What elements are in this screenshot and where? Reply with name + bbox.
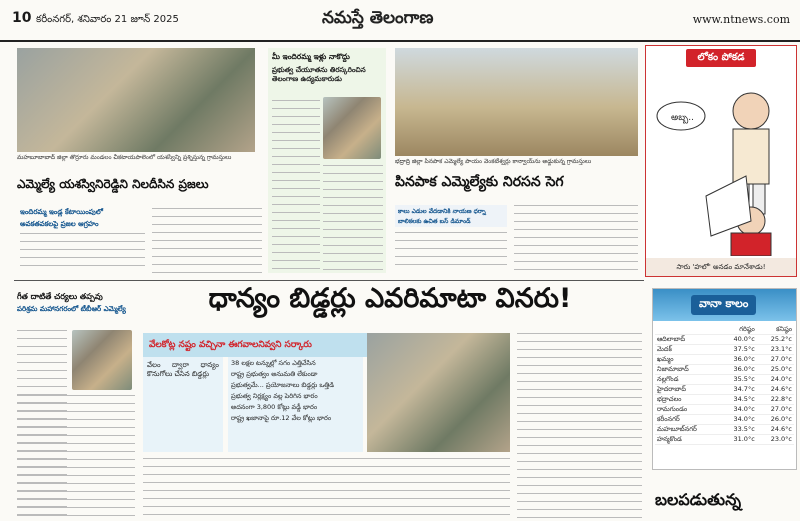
- weather-max: 33.5°c: [720, 425, 757, 435]
- weather-banner: [653, 289, 796, 321]
- lead-photo: [367, 333, 510, 452]
- weather-min: 27.0°c: [757, 405, 794, 415]
- weather-max: 37.5°c: [720, 345, 757, 355]
- bottom-right-headline[interactable]: బలపడుతున్న: [655, 490, 742, 509]
- weather-row: [655, 365, 794, 375]
- lead-list-item: అదనంగా 3,800 కోట్లు వడ్డీ భారం: [231, 403, 318, 411]
- story1-photo: [17, 48, 255, 152]
- weather-row: [655, 335, 794, 345]
- story1-body: [20, 233, 145, 273]
- lead-list-item: రాష్ట్ర ఖజానాపై రూ.12 వేల కోట్లు భారం: [231, 414, 332, 422]
- side-bullet: పరిశ్రమ మహానగరంలో టీబీఆర్ ఎమ్మెల్యే: [17, 305, 126, 313]
- cartoon-illustration: [651, 71, 791, 256]
- weather-header-row: [655, 325, 794, 335]
- weather-city: మెదక్: [655, 345, 720, 355]
- weather-max: 34.0°c: [720, 405, 757, 415]
- story1-bullet-1: ఇందిరమ్మ ఇండ్ల కేటాయింపులో: [20, 208, 103, 216]
- weather-city: నల్లగొండ: [655, 375, 720, 385]
- story3-body-2: [514, 205, 638, 273]
- weather-col-city: [655, 325, 720, 335]
- weather-table: [655, 325, 794, 445]
- weather-min: 23.1°c: [757, 345, 794, 355]
- story2-title[interactable]: మీ ఇందిరమ్మ ఇళ్లు నాకొద్దు: [272, 52, 350, 61]
- weather-max: 36.0°c: [720, 355, 757, 365]
- story3-body: [395, 232, 507, 272]
- story2-portrait: [323, 97, 381, 159]
- weather-min: 24.6°c: [757, 385, 794, 395]
- weather-row: [655, 405, 794, 415]
- page-number: 10: [12, 10, 32, 26]
- cartoon-box: [645, 45, 797, 277]
- weather-min: 26.0°c: [757, 415, 794, 425]
- weather-row: [655, 425, 794, 435]
- weather-min: 24.6°c: [757, 425, 794, 435]
- page-header: [0, 0, 800, 42]
- weather-min: 24.0°c: [757, 375, 794, 385]
- weather-row: [655, 435, 794, 445]
- story1-bullet-2: అవకతవకలపై ప్రజల ఆగ్రహం: [20, 220, 99, 228]
- story3-headline[interactable]: పినపాక ఎమ్మెల్యేకు నిరసన సెగ: [395, 174, 564, 190]
- cartoon-caption: సారు 'హలో' అనడం మానేశాడు!: [646, 258, 796, 276]
- weather-city: మహబూబ్‌నగర్: [655, 425, 720, 435]
- lead-list-item: ప్రభుత్వమే... ప్రయోజనాలు బిడ్డర్లు ఒత్తిడి: [231, 381, 335, 389]
- story1-body-2: [152, 208, 262, 273]
- weather-max: 34.7°c: [720, 385, 757, 395]
- weather-title: వానా కాలం: [691, 295, 756, 315]
- weather-city: ఖమ్మం: [655, 355, 720, 365]
- story3-bullet-2: బాలికలకు ఉచిత బస్ డిమాండ్: [398, 218, 471, 225]
- lead-body: [143, 458, 510, 520]
- weather-city: హన్మకొండ: [655, 435, 720, 445]
- cartoon-title: లోకం పోకడ: [686, 49, 756, 67]
- story2-body-2: [323, 165, 383, 270]
- side-headline[interactable]: గీత దాటితే చర్యలు తప్పవు: [17, 292, 103, 301]
- lead-body-right: [517, 333, 642, 520]
- weather-max: 40.0°c: [720, 335, 757, 345]
- weather-max: 34.5°c: [720, 395, 757, 405]
- lead-subhead: వేలకోట్ల నష్టం వచ్చినా ఈగవాలనివ్వని సర్కారు: [143, 333, 369, 357]
- weather-min: 25.2°c: [757, 335, 794, 345]
- svg-text:అబ్బ..: అబ్బ..: [671, 113, 695, 123]
- weather-col-min: కనిష్ఠం: [757, 325, 794, 335]
- weather-max: 35.5°c: [720, 375, 757, 385]
- story3-caption: భద్రాద్రి జిల్లా పినపాక ఎమ్మెల్యే పాయం వెంకటేశ్వర్లు కాన్వాయ్‌ను అడ్డుకున్న గ్రామస్తులు: [395, 158, 592, 165]
- lead-box-left-text: వేలం ద్వారా ధాన్యం కొనుగోలు చేసిన బిడ్డర్లు: [147, 361, 219, 378]
- weather-city: ఆదిలాబాద్: [655, 335, 720, 345]
- weather-row: [655, 385, 794, 395]
- story3-photo: [395, 48, 638, 156]
- lead-headline[interactable]: ధాన్యం బిడ్డర్లు ఎవరిమాటా వినరు!: [208, 283, 572, 314]
- site-url[interactable]: www.ntnews.com: [692, 13, 790, 26]
- weather-min: 25.0°c: [757, 365, 794, 375]
- weather-row: [655, 375, 794, 385]
- story2-bullet: ప్రభుత్వ చేయూతను తిరస్కరించిన తెలంగాణ ఉద్యమకారుడు: [272, 66, 366, 83]
- section-rule: [14, 280, 644, 281]
- weather-city: నిజామాబాద్: [655, 365, 720, 375]
- masthead: నమస్తే తెలంగాణ: [322, 8, 434, 28]
- weather-max: 31.0°c: [720, 435, 757, 445]
- weather-city: కరీంనగర్: [655, 415, 720, 425]
- weather-max: 34.0°c: [720, 415, 757, 425]
- lead-list-item: ప్రభుత్వ నిర్లక్ష్యం వల్ల పెరిగిన భారం: [231, 392, 318, 400]
- weather-min: 23.0°c: [757, 435, 794, 445]
- weather-min: 22.8°c: [757, 395, 794, 405]
- story2-body: [272, 100, 320, 270]
- side-portrait: [72, 330, 132, 390]
- story1-headline[interactable]: ఎమ్మెల్యే యశస్వినిరెడ్డిని నిలదీసిన ప్రజలు: [17, 177, 209, 191]
- dateline: కరీంనగర్, శనివారం 21 జూన్ 2025: [36, 14, 179, 25]
- lead-box-left: [143, 357, 223, 452]
- weather-max: 36.0°c: [720, 365, 757, 375]
- weather-min: 27.0°c: [757, 355, 794, 365]
- weather-row: [655, 345, 794, 355]
- lead-list-item: రాష్ట్ర ప్రభుత్వం అనుమతి లేకుండా: [231, 370, 318, 378]
- weather-city: భద్రాచలం: [655, 395, 720, 405]
- story1-caption: మహబూబాబాద్ జిల్లా తొర్రూరు మండలం చీకటాయపాలెంలో యశస్విన్ని ప్రశ్నిస్తున్న గ్రామస్తులు: [17, 154, 232, 161]
- weather-col-max: గరిష్ఠం: [720, 325, 757, 335]
- weather-row: [655, 395, 794, 405]
- side-body-2: [17, 395, 135, 520]
- weather-row: [655, 355, 794, 365]
- weather-box: [652, 288, 797, 470]
- weather-city: హైదరాబాద్: [655, 385, 720, 395]
- story3-bullet-1: కాలు ఎడుల వేదడానికి నాయణ ధర్నా: [398, 208, 486, 215]
- lead-list: [228, 357, 363, 452]
- lead-list-item: 38 లక్షల టన్నుల్లో సగం ఎత్తివేసిన: [231, 359, 316, 367]
- weather-row: [655, 415, 794, 425]
- weather-city: రామగుండం: [655, 405, 720, 415]
